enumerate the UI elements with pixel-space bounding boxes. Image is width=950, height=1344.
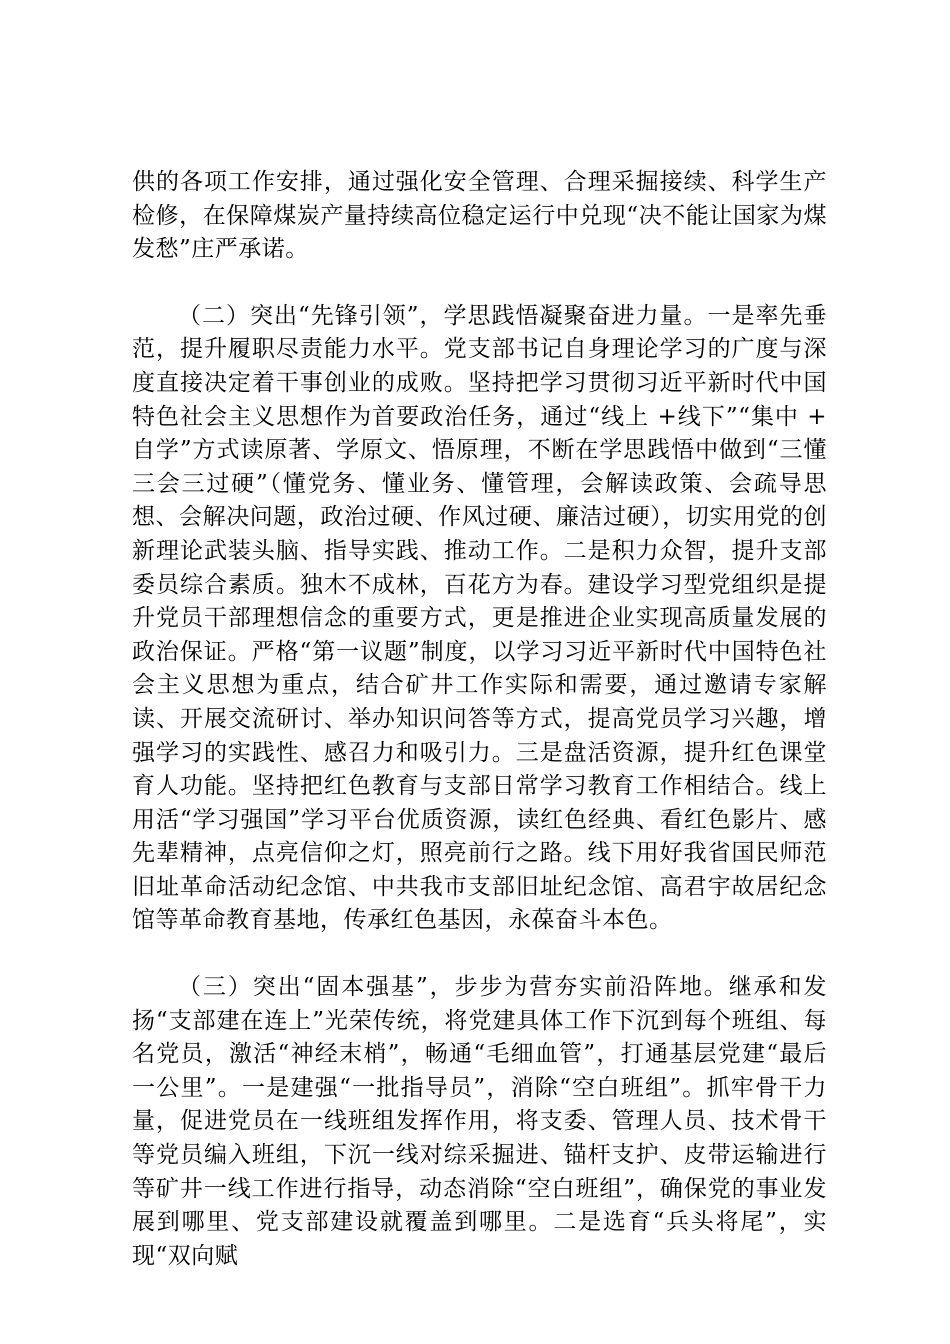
- paragraph-section-three: （三）突出“固本强基”，步步为营夯实前沿阵地。继承和发扬“支部建在连上”光荣传统，将党建具体工作下沉到每个班组、每名党员，激活“神经末梢”，畅通“毛细血管”，打通基层党建“最后一公里”。一是建强“一批指导员”，消除“空白班组”。抓牢骨干力量，促进党员在一线班组发挥作用，将支委、管理人员、技术骨干等党员编入班组，下沉一线对综采掘进、锚杆支护、皮带运输进行等矿井一线工作进行指导，动态消除“空白班组”，确保党的事业发展到哪里、党支部建设就覆盖到哪里。二是选育“兵头将尾”，实现“双向赋: [132, 974, 827, 1269]
- paragraph-continued: 供的各项工作安排，通过强化安全管理、合理采掘接续、科学生产检修，在保障煤炭产量持续高位稳定运行中兑现“决不能让国家为煤发愁”庄严承诺。: [132, 169, 827, 263]
- paragraph-section-two: （二）突出“先锋引领”，学思践悟凝聚奋进力量。一是率先垂范，提升履职尽责能力水平。党支部书记自身理论学习的广度与深度直接决定着干事创业的成败。坚持把学习贯彻习近平新时代中国特色社会主义思想作为首要政治任务，通过“线上 +线下”“集中 + 自学”方式读原著、学原文、悟原理，不断在学思践悟中做到“三懂三会三过硬”（懂党务、懂业务、懂管理，会解读政策、会疏导思想、会解决问题，政治过硬、作风过硬、廉洁过硬），切实用党的创新理论武装头脑、指导实践、推动工作。二是积力众智，提升支部委员综合素质。独木不成林，百花方为春。建设学习型党组织是提升党员干部理想信念的重要方式，更是推进企业实现高质量发展的政治保证。严格“第一议题”制度，以学习习近平新时代中国特色社会主义思想为重点，结合矿井工作实际和需要，通过邀请专家解读、开展交流研讨、举办知识问答等方式，提高党员学习兴趣，增强学习的实践性、感召力和吸引力。三是盘活资源，提升红色课堂育人功能。坚持把红色教育与支部日常学习教育工作相结合。线上用活“学习强国”学习平台优质资源，读红色经典、看红色影片、感先辈精神，点亮信仰之灯，照亮前行之路。线下用好我省国民师范旧址革命活动纪念馆、中共我市支部旧址纪念馆、高君宇故居纪念馆等革命教育基地，传承红色基因，永葆奋斗本色。: [132, 302, 827, 934]
- document-page: [132, 166, 827, 1306]
